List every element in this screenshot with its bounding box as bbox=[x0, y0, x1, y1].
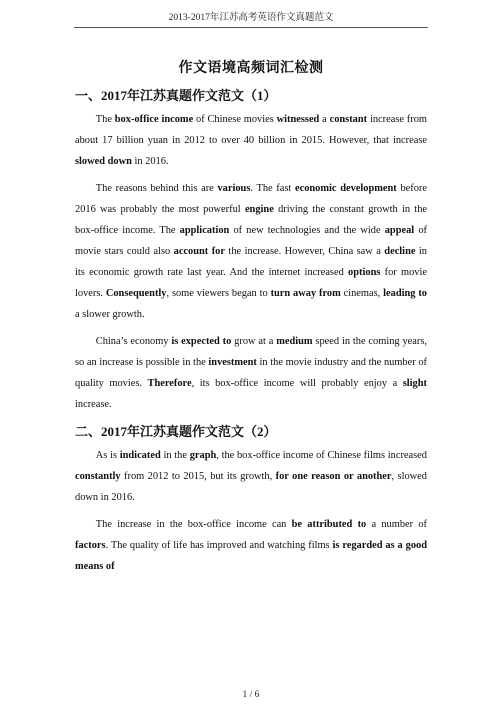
page-header: 2013-2017年江苏高考英语作文真题范文 bbox=[74, 9, 428, 28]
key-phrase: graph bbox=[189, 450, 217, 461]
key-phrase: slight bbox=[402, 378, 427, 389]
document-body bbox=[75, 57, 427, 583]
paragraph: The increase in the box-office income can be attributed to a number of factors. The quality of life has improved and watching films is regarded as a good means of bbox=[75, 519, 428, 572]
key-phrase: engine bbox=[244, 204, 274, 215]
key-phrase: economic development bbox=[294, 183, 397, 194]
key-phrase: application bbox=[179, 225, 230, 236]
key-phrase: a good means of bbox=[75, 540, 427, 572]
key-phrase: witnessed bbox=[276, 114, 320, 125]
key-phrase: is expected to bbox=[171, 336, 232, 347]
paragraph: The box-office income of Chinese movies witnessed a constant increase from about 17 billion yuan in 2012 to over 40 billion in 2015. However, that increase slowed down in 2016. bbox=[75, 114, 427, 167]
paragraph: As is indicated in the graph, the box-office income of Chinese films increased constantly from 2012 to 2015, but its growth, for one reason or another, slowed down in 2016. bbox=[75, 450, 427, 503]
key-phrase: constant bbox=[329, 114, 368, 125]
key-phrase: options bbox=[348, 267, 381, 278]
key-phrase: is regarded as bbox=[332, 540, 395, 551]
key-phrase: decline bbox=[384, 246, 416, 257]
paragraph: The reasons behind this are various. The fast economic development before 2016 was probably the most powerful engine driving the constant growth in the box-office income. The application of new technologies and the wide appeal of movie stars could also account for the increase. However, China saw a decline in its economic growth rate last year. And the internet increased options for movie lovers. Consequently, some viewers began to turn away from cinemas, leading to a slower growth. bbox=[75, 183, 428, 320]
key-phrase: indicated bbox=[119, 450, 161, 461]
key-phrase: be attributed to bbox=[291, 519, 367, 530]
page-number: 1 / 6 bbox=[242, 690, 260, 700]
document-title: 作文语境高频词汇检测 bbox=[178, 61, 324, 76]
key-phrase: box-office income bbox=[114, 114, 194, 125]
key-phrase: medium bbox=[276, 336, 313, 347]
key-phrase: various bbox=[217, 183, 251, 194]
key-phrase: factors bbox=[75, 540, 106, 551]
key-phrase: leading to bbox=[383, 288, 427, 299]
section-heading-2: 二、2017年江苏真题作文范文（2） bbox=[75, 424, 277, 439]
key-phrase: constantly bbox=[75, 471, 121, 482]
key-phrase: account for bbox=[173, 246, 225, 257]
key-phrase: Therefore bbox=[147, 378, 192, 389]
section-heading-1: 一、2017年江苏真题作文范文（1） bbox=[75, 88, 277, 103]
key-phrase: for one reason or another bbox=[275, 471, 392, 482]
key-phrase: Consequently bbox=[105, 288, 167, 299]
key-phrase: slowed down bbox=[75, 156, 132, 167]
key-phrase: appeal bbox=[384, 225, 415, 236]
key-phrase: turn away from bbox=[270, 288, 341, 299]
paragraph: China’s economy is expected to grow at a medium speed in the coming years, so an increase is possible in the investment in the movie industry and the number of quality movies. Therefore, its box-office income will probably enjoy a slight increase. bbox=[75, 336, 427, 410]
key-phrase: investment bbox=[208, 357, 257, 368]
